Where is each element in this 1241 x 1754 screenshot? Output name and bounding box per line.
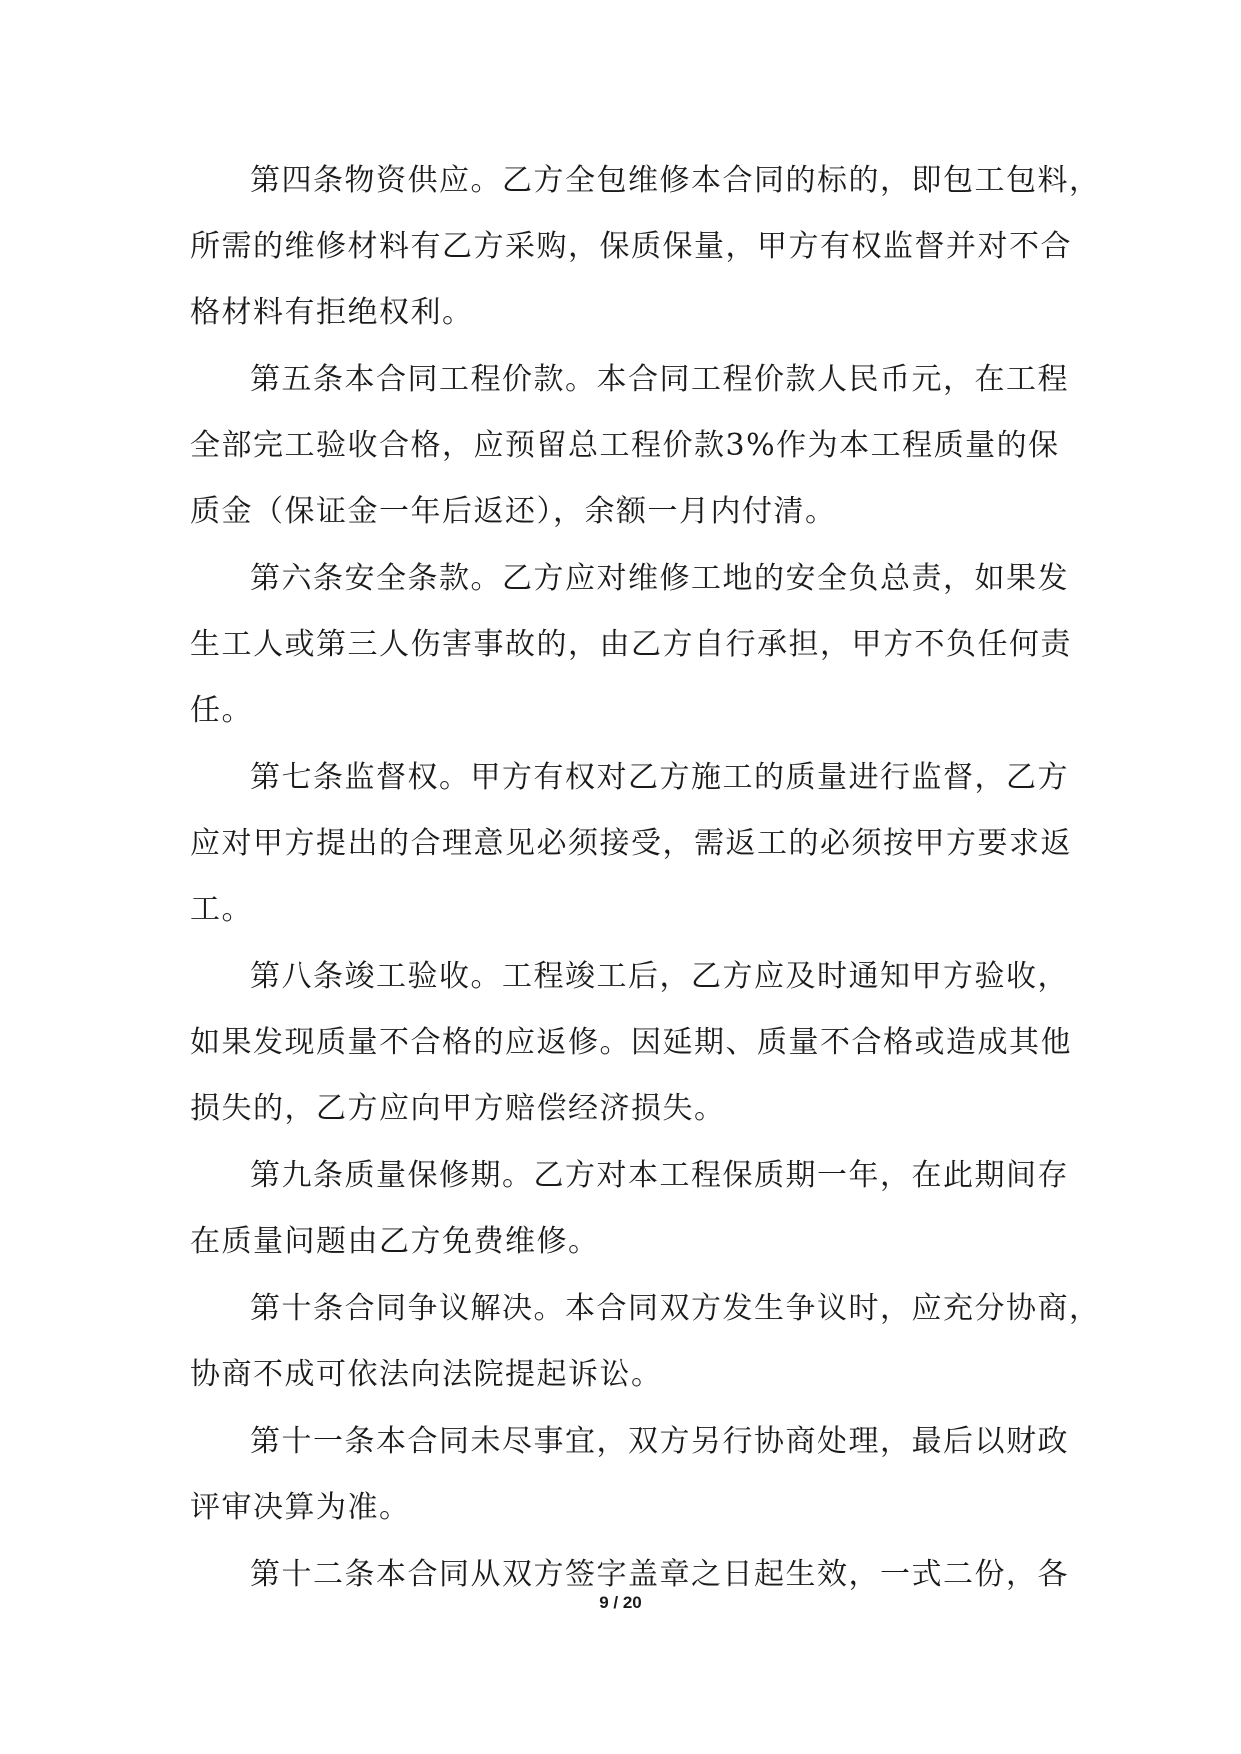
- text-line: 第九条质量保修期。乙方对本工程保质期一年，在此期间存: [250, 1158, 1069, 1193]
- text-line: 第十二条本合同从双方签字盖章之日起生效，一式二份，各: [250, 1557, 1069, 1592]
- text-line: 第七条监督权。甲方有权对乙方施工的质量进行监督，乙方: [250, 760, 1069, 795]
- text-line: 第十一条本合同未尽事宜，双方另行协商处理，最后以财政: [250, 1424, 1069, 1459]
- clause-8-paragraph: [190, 944, 1072, 1142]
- clause-10-paragraph: [190, 1276, 1101, 1408]
- text-line: 评审决算为准。: [190, 1490, 411, 1525]
- text-line: 损失的，乙方应向甲方赔偿经济损失。: [190, 1091, 726, 1126]
- clause-4-paragraph: [190, 148, 1101, 346]
- text-line: 质金（保证金一年后返还），余额一月内付清。: [190, 494, 837, 529]
- text-line: 第十条合同争议解决。本合同双方发生争议时，应充分协商，: [250, 1291, 1101, 1326]
- text-line: 协商不成可依法向法院提起诉讼。: [190, 1357, 663, 1392]
- text-line: 在质量问题由乙方免费维修。: [190, 1224, 600, 1259]
- text-line: 如果发现质量不合格的应返修。因延期、质量不合格或造成其他: [190, 1025, 1072, 1060]
- text-line: 第六条安全条款。乙方应对维修工地的安全负总责，如果发: [250, 561, 1069, 596]
- text-line: 生工人或第三人伤害事故的，由乙方自行承担，甲方不负任何责: [190, 627, 1072, 662]
- text-line: 应对甲方提出的合理意见必须接受，需返工的必须按甲方要求返: [190, 826, 1072, 861]
- text-line: 第五条本合同工程价款。本合同工程价款人民币元，在工程: [250, 362, 1069, 397]
- clause-5-paragraph: [190, 347, 1069, 545]
- clause-7-paragraph: [190, 745, 1072, 943]
- text-line: 第八条竣工验收。工程竣工后，乙方应及时通知甲方验收，: [250, 959, 1069, 994]
- text-line: 格材料有拒绝权利。: [190, 295, 474, 330]
- text-line: 任。: [190, 693, 253, 728]
- clause-11-paragraph: [190, 1409, 1069, 1541]
- document-body: [190, 148, 1101, 1609]
- text-line: 所需的维修材料有乙方采购，保质保量，甲方有权监督并对不合: [190, 229, 1072, 264]
- text-line: 工。: [190, 892, 253, 927]
- text-line: 全部完工验收合格，应预留总工程价款3%作为本工程质量的保: [190, 428, 1060, 463]
- clause-6-paragraph: [190, 546, 1072, 744]
- page-number: 9 / 20: [599, 1593, 642, 1612]
- text-line: 第四条物资供应。乙方全包维修本合同的标的，即包工包料，: [250, 163, 1101, 198]
- clause-9-paragraph: [190, 1143, 1069, 1275]
